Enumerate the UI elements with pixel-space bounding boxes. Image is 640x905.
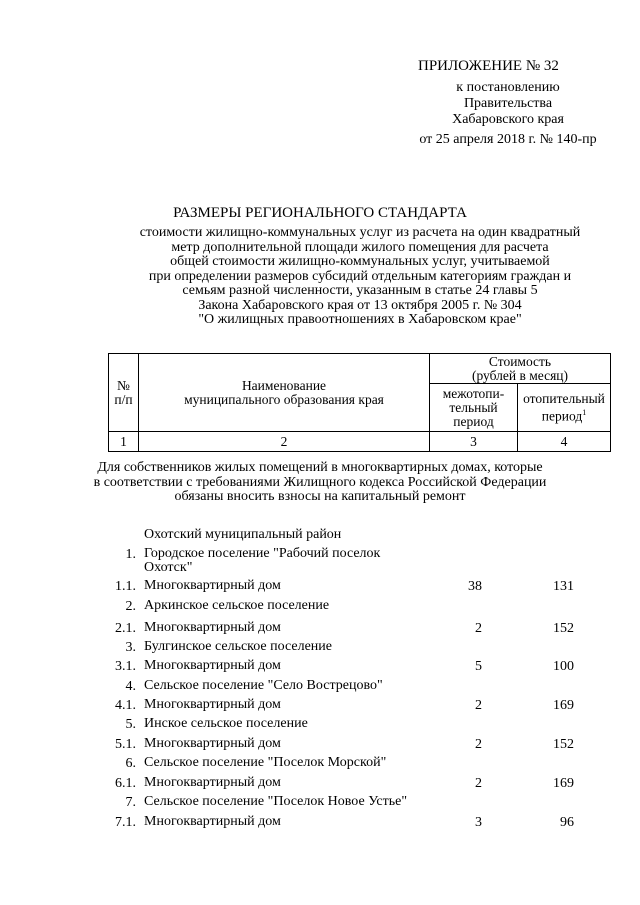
row-interheating-value: 2 (475, 698, 482, 713)
row-heating-value: 152 (553, 621, 574, 636)
appendix-line: от 25 апреля 2018 г. № 140-пр (419, 132, 597, 147)
table-row (0, 659, 640, 677)
subtitle-line: "О жилищных правоотношениях в Хабаровском крае" (198, 312, 522, 327)
row-name: Сельское поселение "Поселок Морской" (144, 755, 387, 770)
table-row (0, 795, 640, 813)
subtitle-line: Закона Хабаровского края от 13 октября 2005 г. № 304 (198, 297, 522, 313)
row-number: 5. (125, 717, 136, 732)
index-cell: 1 (109, 432, 139, 452)
row-interheating-value: 38 (468, 579, 482, 594)
table-row (0, 756, 640, 774)
row-number: 6. (125, 756, 136, 771)
appendix-line: к постановлению (456, 80, 560, 95)
subtitle-line: стоимости жилищно-коммунальных услуг из расчета на один квадратный (139, 225, 581, 240)
heating-label: отопительный период (523, 390, 605, 424)
row-number: 7. (125, 795, 136, 810)
row-interheating-value: 3 (475, 815, 482, 830)
table-row (0, 528, 640, 546)
row-name: Инское сельское поселение (144, 716, 308, 731)
caption-line: Для собственников жилых помещений в многоквартирных домах, которые (97, 460, 543, 475)
row-number: 7.1. (115, 815, 136, 830)
table-row (0, 621, 640, 639)
row-interheating-value: 2 (475, 776, 482, 791)
table-row (0, 579, 640, 597)
row-heating-value: 152 (553, 737, 574, 752)
row-number: 3.1. (115, 659, 136, 674)
row-heating-value: 100 (553, 659, 574, 674)
row-name: Булгинское сельское поселение (144, 639, 332, 654)
table-row (0, 679, 640, 697)
row-name: Сельское поселение "Поселок Новое Устье" (144, 794, 408, 809)
row-number: 1. (125, 547, 136, 562)
subtitle-line: семьям разной численности, указанным в статье 24 главы 5 (182, 283, 538, 298)
row-number: 3. (125, 640, 136, 655)
row-name: Многоквартирный дом (144, 814, 281, 829)
row-heating-value: 96 (560, 815, 574, 830)
row-name: Многоквартирный дом (144, 736, 281, 751)
appendix-title: ПРИЛОЖЕНИЕ № 32 (418, 58, 559, 74)
table-row (0, 717, 640, 735)
row-name: Многоквартирный дом (144, 578, 281, 593)
row-interheating-value: 2 (475, 737, 482, 752)
header-cell-interheating: межотопи- тельный период (430, 384, 518, 432)
row-number: 4. (125, 679, 136, 694)
row-number: 2.1. (115, 621, 136, 636)
row-heating-value: 169 (553, 698, 574, 713)
row-name: Сельское поселение "Село Вострецово" (144, 678, 383, 693)
row-number: 6.1. (115, 776, 136, 791)
table-row (0, 599, 640, 617)
row-interheating-value: 5 (475, 659, 482, 674)
appendix-line: Правительства (463, 96, 553, 111)
index-cell: 3 (430, 432, 518, 452)
subtitle-line: при определении размеров субсидий отдельным категориям граждан и (148, 268, 572, 284)
row-heating-value: 131 (553, 579, 574, 594)
row-name: Многоквартирный дом (144, 658, 281, 673)
table-row (0, 640, 640, 658)
header-cell-heating (518, 384, 611, 432)
row-interheating-value: 2 (475, 621, 482, 636)
row-name: Городское поселение "Рабочий поселок Охотск" (144, 546, 381, 575)
document-subtitle (100, 226, 620, 328)
row-name: Многоквартирный дом (144, 697, 281, 712)
row-number: 2. (125, 599, 136, 614)
row-name: Охотский муниципальный район (144, 527, 342, 542)
table-row (0, 546, 640, 575)
index-cell: 2 (139, 432, 430, 452)
subtitle-line: метр дополнительной площади жилого помещения для расчета (171, 239, 549, 255)
row-name: Аркинское сельское поселение (144, 598, 330, 613)
section-caption (90, 461, 550, 505)
table-row (0, 737, 640, 755)
header-cell-cost: Стоимость (рублей в месяц) (430, 354, 611, 384)
row-name: Многоквартирный дом (144, 620, 281, 635)
header-cell-number: № п/п (109, 354, 139, 432)
appendix-line: Хабаровского края (452, 112, 564, 127)
row-number: 1.1. (115, 579, 136, 594)
row-number: 5.1. (115, 737, 136, 752)
table-row (0, 698, 640, 716)
row-number: 4.1. (115, 698, 136, 713)
header-cell-name: Наименование муниципального образования края (139, 354, 430, 432)
caption-line: обязаны вносить взносы на капитальный ремонт (174, 489, 466, 504)
caption-line: в соответствии с требованиями Жилищного кодекса Российской Федерации (93, 474, 547, 490)
appendix-details (398, 80, 618, 148)
row-name: Многоквартирный дом (144, 775, 281, 790)
subtitle-line: общей стоимости жилищно-коммунальных услуг, учитываемой (170, 254, 550, 269)
header-table (108, 353, 611, 452)
index-cell: 4 (518, 432, 611, 452)
table-row (0, 776, 640, 794)
footnote-mark: 1 (582, 407, 587, 417)
document-title: РАЗМЕРЫ РЕГИОНАЛЬНОГО СТАНДАРТА (173, 205, 467, 221)
table-row (0, 815, 640, 833)
row-heating-value: 169 (553, 776, 574, 791)
